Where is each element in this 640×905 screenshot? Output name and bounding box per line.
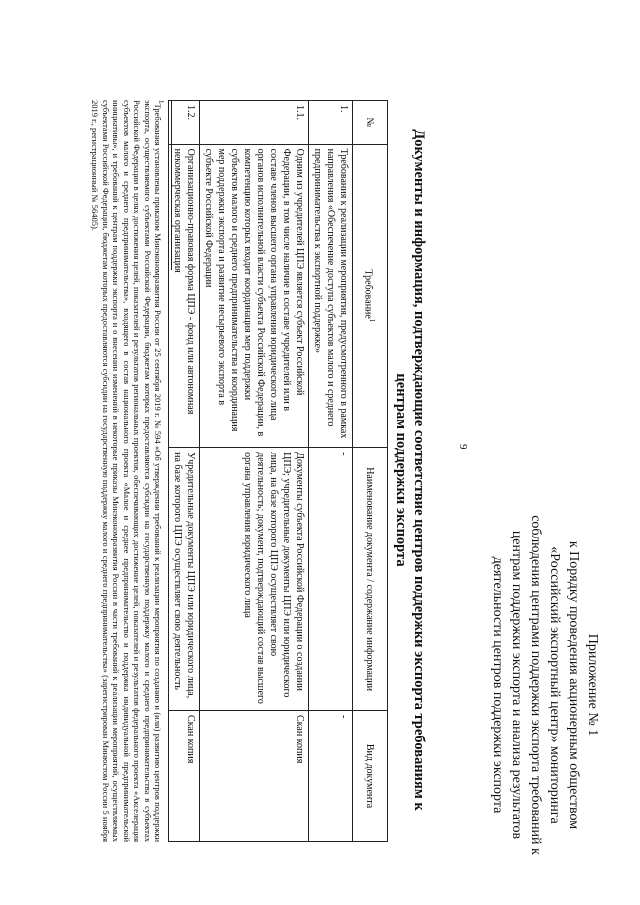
row-requirement: Требования к реализации мероприятия, предусмотренного в рамках направления «Обеспечение доступа субъектов малого и среднего предпринимательства к экспортной поддержке»	[309, 144, 353, 448]
appendix-text: к Порядку проведения акционерным обществом «Российский экспортный центр» мониторинга соблюдения центрами поддержки экспорта требований к центрам поддержки экспорта и анализа результатов деятельности центров поддержки экспорта	[490, 515, 581, 855]
requirements-table	[168, 100, 388, 842]
row-number: 1.2.	[169, 101, 200, 145]
table-header-row	[353, 101, 388, 842]
row-document: -	[309, 448, 353, 711]
table-row	[309, 101, 353, 842]
row-document: Учредительные документы ЦПЭ или юридического лица, на базе которого ЦПЭ осуществляет свою деятельность	[169, 448, 200, 711]
table-row	[200, 101, 309, 842]
footnote-divider	[171, 100, 172, 270]
appendix-header	[488, 515, 602, 855]
header-requirement-label: Требование	[362, 269, 374, 319]
header-number: №	[353, 101, 388, 145]
footnote-mark: 1	[157, 100, 165, 104]
header-document: Наименование документа / содержание информации	[353, 448, 388, 711]
row-number: 1.	[309, 101, 353, 145]
header-requirement	[353, 144, 388, 448]
footnote-ref: 1	[368, 318, 377, 323]
header-kind: Вид документа	[353, 711, 388, 842]
appendix-number: Приложение № 1	[585, 633, 600, 737]
row-kind: -	[309, 711, 353, 842]
row-number: 1.1.	[200, 101, 309, 145]
document-title: Документы и информация, подтверждающие соответствие центров поддержки экспорта требованиям к центрам поддержки экспорта	[393, 129, 427, 811]
row-kind: Скан копия	[200, 711, 309, 842]
footnote	[90, 100, 166, 842]
row-requirement: Организационно-правовая форма ЦПЭ - фонд или автономная некоммерческая организация	[169, 144, 200, 448]
row-requirement: Одним из учредителей ЦПЭ является субъект Российской Федерации, в том числе наличие в составе учредителей или в составе членов высшего органа управления юридического лица органов исполнительной власти субъекта Российской Федерации, в компетенцию которых входит координация мер поддержки субъектов малого и среднего предпринимательства и координация мер поддержки экспорта и развитие несырьевого экспорта в субъекте Российской Федерации	[200, 144, 309, 448]
footnote-text: Требования установлены приказом Минэкономразвития России от 25 сентября 2019 г. № 594 «Об утверждении требований к реализации мероприятия по созданию и (или) развитию центров поддержки экспорта, осуществляемого субъектами Российской Федерации, бюджетам которых предоставляются субсидии на государственную поддержку малого и среднего предпринимательства в субъектах Российской Федерации в целях достижения целей, показателей и результатов региональных проектов, обеспечивающих достижение целей, показателей и результатов федерального проекта «Акселерация субъектов малого и среднего предпринимательства», входящего в состав национального проекта «Малое и среднее предпринимательство и поддержка индивидуальной предпринимательской инициативы», и требований к центрам поддержки экспорта и о внесении изменений в некоторые приказы Минэкономразвития России в части требований к реализации мероприятий, осуществляемых субъектами Российской Федерации, бюджетам которых предоставляются субсидии на государственную поддержку малого и среднего предпринимательства» (зарегистрирован Минюстом России 5 ноября 2019 г., регистрационный № 56405).	[90, 100, 164, 842]
row-kind: Скан копия	[169, 711, 200, 842]
table-row	[169, 101, 200, 842]
page-number: 9	[457, 444, 469, 450]
row-document: Документы субъекта Российской Федерации о создании ЦПЭ; учредительные документы ЦПЭ или юридического лица, на базе которого ЦПЭ осуществляет свою деятельность; документ, подтверждающий состав высшего органа управления юридического лица	[200, 448, 309, 711]
